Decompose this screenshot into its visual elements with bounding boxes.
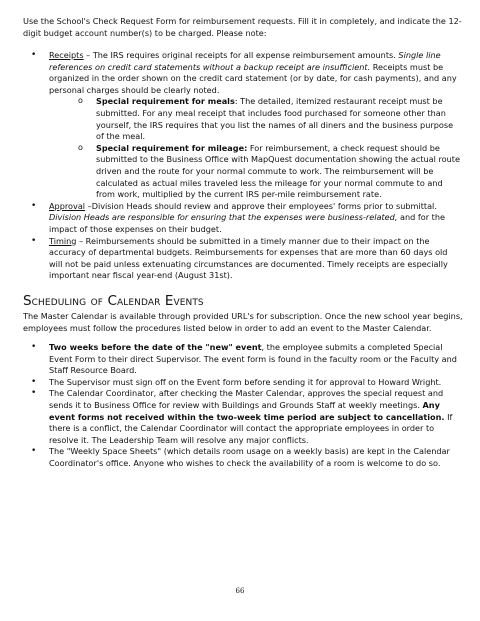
- list-item-approval: [23, 201, 463, 236]
- approval-text: –Division Heads should review and approve their employees' forms prior to submittal.: [85, 200, 437, 211]
- list-item-supervisor: [23, 377, 463, 389]
- receipts-text: – The IRS requires original receipts for all expense reimbursement amounts.: [83, 50, 399, 60]
- coordinator-text: The Calendar Coordinator, after checking the Master Calendar, approves the special request and sends it to Business Office for review with Buildings and Grounds Staff at weekly meetings.: [49, 388, 444, 410]
- list-item-two-weeks: [23, 342, 463, 377]
- intro-paragraph: Use the School's Check Request Form for reimbursement requests. Fill it in completely, and indicate the 12-digit budget account number(s) to be charged. Please note:: [23, 16, 462, 38]
- list-item-space-sheets: [23, 446, 463, 469]
- two-weeks-bold: Two weeks before the date of the "new" event: [49, 342, 262, 352]
- receipts-sublist: [49, 96, 463, 200]
- sublist-item-mileage: [71, 143, 463, 201]
- list-item-receipts: [23, 50, 463, 201]
- receipts-label: Receipts: [49, 50, 84, 60]
- section-heading: Scheduling of Calendar Events: [23, 293, 204, 309]
- reimbursement-list: [23, 50, 463, 282]
- supervisor-text: The Supervisor must sign off on the Event form before sending it for approval to Howard Wright.: [49, 376, 442, 387]
- coordinator-text2: If there is a conflict, the Calendar Coordinator will contact the appropriate employees in order to resolve it. The Leadership Team will resolve any major conflicts.: [49, 411, 453, 445]
- list-item-timing: [23, 236, 463, 282]
- list-item-coordinator: [23, 388, 463, 446]
- receipts-italic: Single line references on credit card statements without a backup receipt are insufficient.: [49, 50, 441, 72]
- mileage-text: For reimbursement, a check request should be submitted to the Business Office with MapQuest documentation showing the actual route driven and the route for your normal commute to work. The reimbursement will be calculated as actual miles traveled less the mileage for your normal commute to and from work, multiplied by the current IRS per-mile reimbursement rate.: [96, 142, 460, 200]
- space-sheets-text: The "Weekly Space Sheets" (which details room usage on a weekly basis) are kept in the Calendar Coordinator's office. Anyone who wishes to check the availability of a room is welcome to do so.: [49, 446, 450, 468]
- meals-label: Special requirement for meals: [96, 96, 235, 107]
- two-weeks-text: , the employee submits a completed Special Event Form to their direct Supervisor. The event form is found in the faculty room or the Faculty and Staff Resource Board.: [49, 342, 457, 376]
- master-calendar-intro: The Master Calendar is available through provided URL's for subscription. Once the new school year begins, employees must follow the procedures listed below in order to add an event to the Master Calendar.: [23, 311, 463, 333]
- page-number: 66: [235, 587, 245, 595]
- timing-label: Timing: [49, 235, 77, 246]
- sublist-item-meals: [71, 96, 463, 142]
- meals-text: : The detailed, itemized restaurant receipt must be submitted. For any meal receipt that includes food purchased for someone other than yourself, the IRS requires that you list the names of all diners and the business purpose of the meal.: [96, 96, 454, 142]
- approval-italic: Division Heads are responsible for ensuring that the expenses were business-related,: [49, 212, 398, 223]
- calendar-procedure-list: [23, 342, 463, 470]
- receipts-text2: Receipts must be organized in the order shown on the credit card statement (or by date, for cash payments), and any personal charges should be clearly noted.: [49, 61, 457, 95]
- timing-text: – Reimbursements should be submitted in a timely manner due to their impact on the accuracy of departmental budgets. Reimbursements for expenses that are more than 60 days old will not be paid unless extenuating circumstances are documented. Timely receipts are especially important near fiscal year-end (August 31st).: [49, 235, 448, 281]
- approval-text2: and for the impact of those expenses on their budget.: [49, 212, 445, 234]
- coordinator-bold: Any event forms not received within the two-week time period are subject to cancellation.: [49, 399, 445, 422]
- approval-label: Approval: [49, 200, 86, 211]
- mileage-label: Special requirement for mileage:: [96, 142, 248, 153]
